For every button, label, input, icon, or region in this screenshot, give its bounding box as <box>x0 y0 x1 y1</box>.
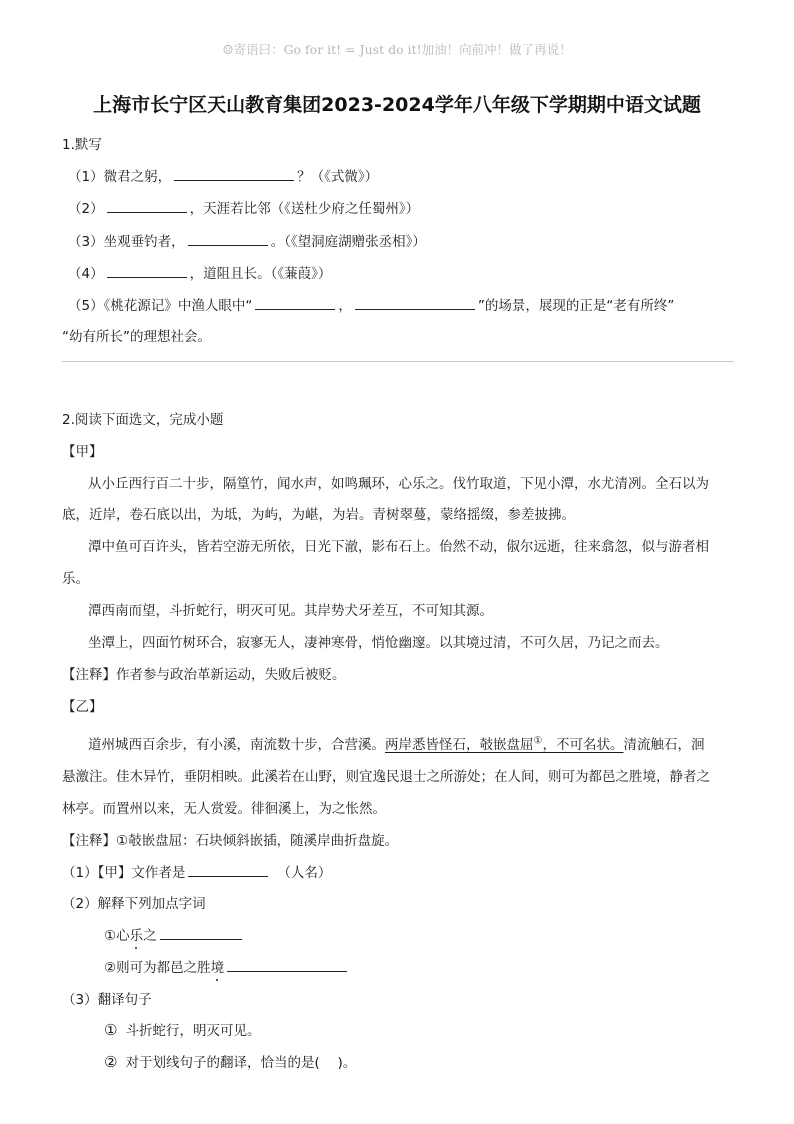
underlined-text: ，不可名状。 <box>542 737 624 753</box>
q1-item-5-line2: “幼有所长”的理想社会。 <box>62 329 211 345</box>
footnote-mark: ① <box>533 735 543 747</box>
item-text: 对于划线句子的翻译，恰当的是( )。 <box>125 1055 357 1071</box>
q1-item-2 <box>68 197 419 217</box>
section-divider <box>62 361 734 362</box>
answer-blank[interactable] <box>355 295 475 310</box>
subquestion-number: （1） <box>62 865 98 881</box>
item-text: ？（《式微》） <box>297 169 379 185</box>
subquestion-2 <box>62 892 206 912</box>
item-text: ②则可为都邑之胜 <box>104 960 211 976</box>
passage-jia-text: 从小丘西行百二十步，隔篁竹，闻水声，如鸣珮环，心乐之。伐竹取道，下见小潭，水尤清冽。全石以为 <box>88 476 709 492</box>
subquestion-text: （人名） <box>277 865 332 881</box>
passage-yi-note: 【注释】①攲嵌盘屈：石块倾斜嵌插，随溪岸曲折盘旋。 <box>62 833 399 849</box>
circled-number: ② <box>104 1053 118 1071</box>
item-text: ”的场景，展现的正是“老有所终” <box>477 298 675 314</box>
answer-blank[interactable] <box>255 295 335 310</box>
page-title: 上海市长宁区天山教育集团2023-2024学年八年级下学期期中语文试题 <box>93 94 701 116</box>
passage-jia-text: 潭中鱼可百许头，皆若空游无所依，日光下澈，影布石上。佁然不动，俶尔远逝，往来翕忽，似与游者相 <box>88 539 709 555</box>
subquestion-text: 翻译句子 <box>97 992 152 1008</box>
subquestion-number: （3） <box>62 992 98 1008</box>
item-number: （5） <box>68 298 104 314</box>
q2-heading: 2.阅读下面选文，完成小题 <box>62 412 224 428</box>
answer-blank[interactable] <box>107 263 187 278</box>
circled-number: ① <box>104 1021 118 1039</box>
q1-item-5 <box>68 294 674 314</box>
passage-text: 道州城西百余步，有小溪，南流数十步，合营溪。 <box>88 737 385 753</box>
item-number: （1） <box>68 169 104 185</box>
passage-yi-label: 【乙】 <box>62 699 103 715</box>
passage-jia-text: 乐。 <box>62 571 89 587</box>
item-text: ，道阻且长。（《蒹葭》） <box>189 266 332 282</box>
underlined-text: 两岸悉皆怪石，攲嵌盘屈 <box>385 737 534 753</box>
subquestion-3 <box>62 988 152 1008</box>
passage-jia-text: 潭西南而望，斗折蛇行，明灭可见。其岸势犬牙差互，不可知其源。 <box>88 603 493 619</box>
item-number: （3） <box>68 234 104 250</box>
subquestion-1 <box>62 861 331 881</box>
subquestion-2-item-2 <box>104 956 350 976</box>
item-text: 斗折蛇行，明灭可见。 <box>125 1023 261 1039</box>
passage-jia-note: 【注释】作者参与政治革新运动，失败后被贬。 <box>62 667 346 683</box>
item-text: ，天涯若比邻（《送杜少府之任蜀州》） <box>189 201 420 217</box>
underlined-sentence <box>385 737 623 753</box>
q1-item-1 <box>68 165 378 185</box>
header-motto: ☺寄语曰：Go for it! = Just do it!加油！向前冲！做了再说！ <box>222 42 572 57</box>
dotted-char: 乐 <box>129 928 144 944</box>
answer-blank[interactable] <box>160 925 242 940</box>
dotted-char: 境 <box>210 960 225 976</box>
subquestion-3-item-2 <box>104 1051 356 1071</box>
q1-item-4 <box>68 262 331 282</box>
answer-blank[interactable] <box>188 862 268 877</box>
subquestion-text: 解释下列加点字词 <box>97 896 206 912</box>
item-number: （4） <box>68 266 104 282</box>
subquestion-text: 【甲】文作者是 <box>97 865 186 881</box>
answer-blank[interactable] <box>188 231 268 246</box>
passage-text: 清流触石，洄 <box>623 737 705 753</box>
item-text: 之 <box>143 928 157 944</box>
passage-yi-text: 林亭。而置州以来，无人赏爱。徘徊溪上，为之怅然。 <box>62 801 386 817</box>
passage-jia-label: 【甲】 <box>62 444 103 460</box>
q1-item-3 <box>68 230 426 250</box>
subquestion-3-item-1 <box>104 1019 260 1039</box>
answer-blank[interactable] <box>174 166 294 181</box>
passage-yi-text: 悬激注。佳木异竹，垂阴相映。此溪若在山野，则宜逸民退士之所游处；在人间，则可为都邑之胜境，静者之 <box>62 769 710 785</box>
item-text: ， <box>338 298 352 314</box>
item-text: 坐观垂钓者， <box>103 234 185 250</box>
subquestion-2-item-1 <box>104 924 245 944</box>
q1-heading: 1.默写 <box>62 137 102 153</box>
answer-blank[interactable] <box>227 957 347 972</box>
answer-blank[interactable] <box>107 198 187 213</box>
passage-jia-text: 底，近岸，卷石底以出，为坻，为屿，为嵁，为岩。青树翠蔓，蒙络摇缀，参差披拂。 <box>62 507 575 523</box>
item-number: （2） <box>68 201 104 217</box>
item-text: 。（《望洞庭湖赠张丞相》） <box>270 234 426 250</box>
item-text: 微君之躬， <box>103 169 172 185</box>
item-text: 《桃花源记》中渔人眼中“ <box>103 298 253 314</box>
item-text: ①心 <box>104 928 130 944</box>
passage-yi-text <box>88 733 704 753</box>
subquestion-number: （2） <box>62 896 98 912</box>
passage-jia-text: 坐潭上，四面竹树环合，寂寥无人，凄神寒骨，悄怆幽邃。以其境过清，不可久居，乃记之而去。 <box>88 635 669 651</box>
